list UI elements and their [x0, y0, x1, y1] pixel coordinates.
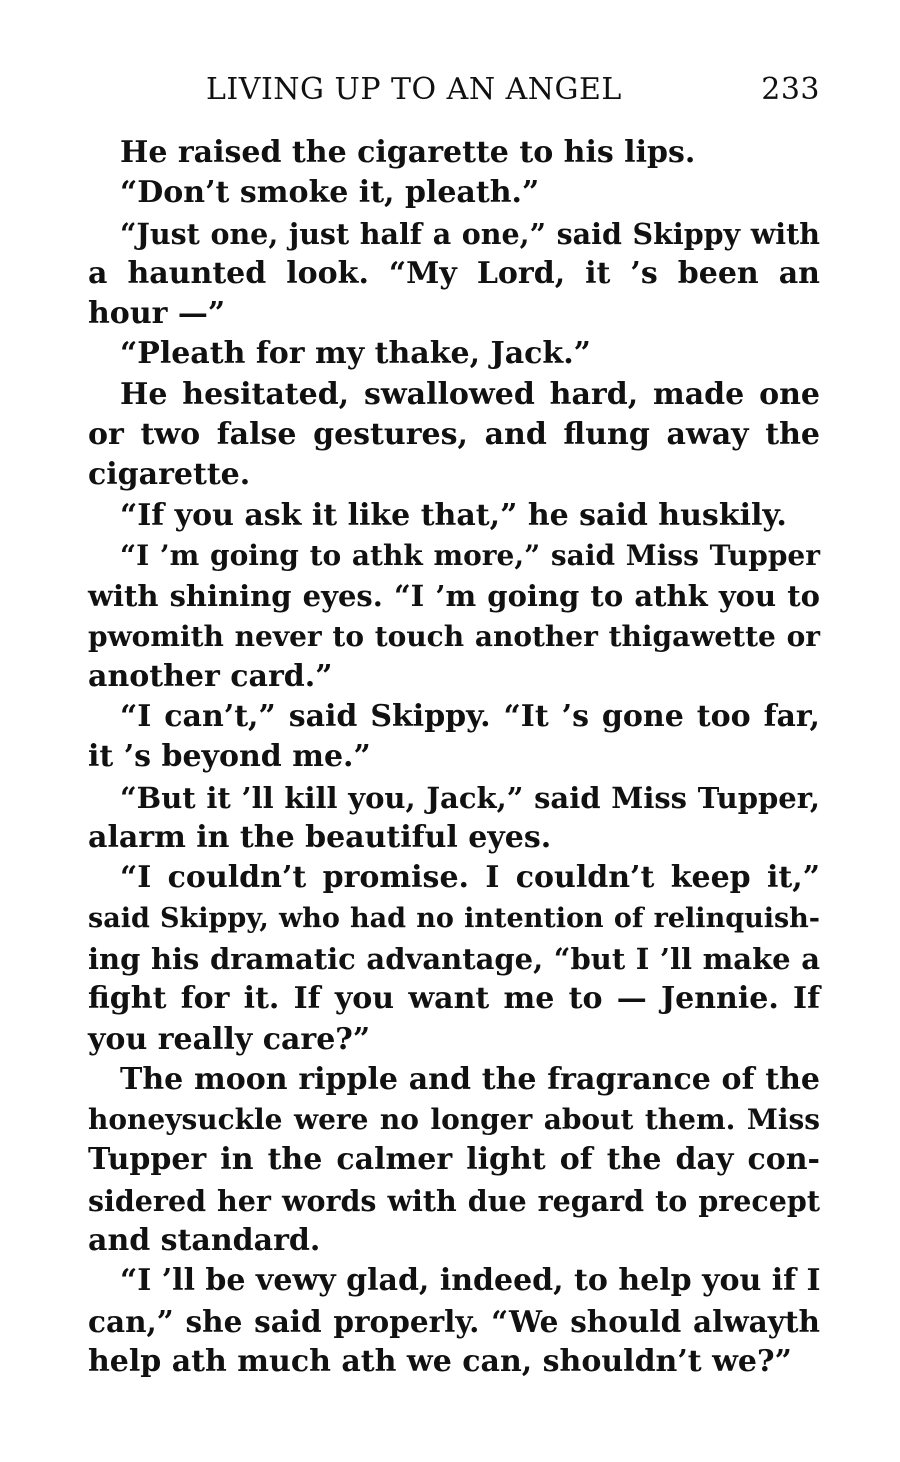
text-line: alarm in the beautiful eyes.	[88, 820, 552, 856]
text-line: another card.”	[88, 658, 333, 694]
text-line: Tupper in the calmer light of the day con-	[88, 1142, 820, 1178]
text-line: “Don’t smoke it, pleath.”	[120, 175, 540, 211]
text-line: He raised the cigarette to his lips.	[120, 135, 696, 170]
page-number: 233	[761, 72, 820, 107]
text-line: “But it ’ll kill you, Jack,” said Miss Tupper,	[120, 780, 820, 815]
body-text	[88, 133, 820, 1382]
text-line: it ’s beyond me.”	[88, 739, 371, 775]
text-line: with shining eyes. “I ’m going to athk you to	[88, 579, 820, 614]
text-line: sidered her words with due regard to precept	[88, 1183, 820, 1218]
running-head	[88, 72, 820, 112]
text-line: you really care?”	[88, 1021, 371, 1057]
text-line: honeysuckle were no longer about them. Miss	[88, 1103, 820, 1137]
text-line: “Pleath for my thake, Jack.”	[120, 336, 591, 372]
text-line: said Skippy, who had no intention of relinquish-	[88, 902, 820, 934]
text-line: a haunted look. “My Lord, it ’s been an	[88, 255, 820, 291]
text-line: “I can’t,” said Skippy. “It ’s gone too far,	[120, 699, 820, 735]
text-line: or two false gestures, and flung away the	[88, 417, 820, 453]
text-line: “I ’ll be vewy glad, indeed, to help you if I	[120, 1263, 821, 1299]
text-line: pwomith never to touch another thigawette or	[88, 619, 820, 653]
text-line: can,” she said properly. “We should alwayth	[88, 1303, 820, 1339]
running-title: LIVING UP TO AN ANGEL	[206, 72, 622, 107]
text-line: “If you ask it like that,” he said huskily.	[120, 497, 787, 533]
text-line: He hesitated, swallowed hard, made one	[120, 376, 820, 412]
text-line: “I ’m going to athk more,” said Miss Tupper	[120, 538, 820, 572]
text-line: cigarette.	[88, 457, 251, 493]
text-line: and standard.	[88, 1223, 321, 1259]
text-line: ing his dramatic advantage, “but I ’ll make a	[88, 941, 820, 976]
text-line: help ath much ath we can, shouldn’t we?”	[88, 1343, 792, 1379]
text-line: hour —”	[88, 296, 226, 332]
text-line: “I couldn’t promise. I couldn’t keep it,”	[120, 860, 820, 896]
text-line: fight for it. If you want me to — Jennie. If	[88, 981, 820, 1017]
text-line: “Just one, just half a one,” said Skippy with	[120, 216, 820, 251]
text-line: The moon ripple and the fragrance of the	[120, 1061, 820, 1097]
